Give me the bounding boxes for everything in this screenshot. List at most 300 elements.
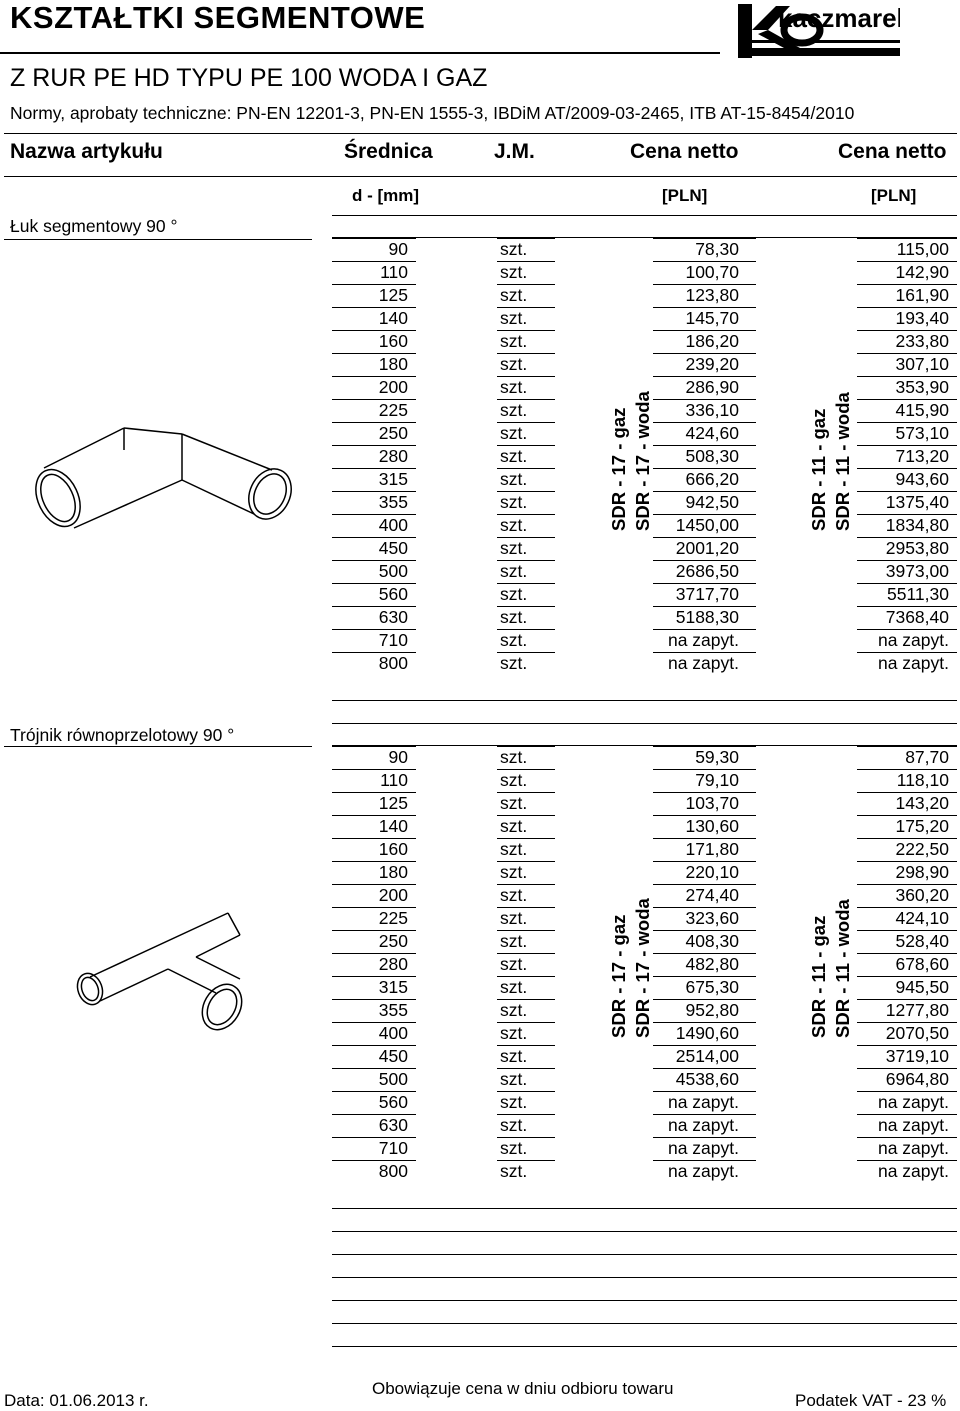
- price-sdr11-cell: 945,50: [895, 977, 949, 997]
- diameter-cell: 280: [378, 954, 408, 974]
- row-underline: [497, 746, 555, 769]
- unit-cell: szt.: [500, 839, 528, 859]
- header-bottom-rule: [4, 176, 957, 177]
- row-underline: [857, 769, 957, 792]
- unit-cell: szt.: [500, 423, 528, 443]
- price-sdr17-cell: 408,30: [685, 931, 739, 951]
- row-underline: [332, 1160, 416, 1183]
- diameter-cell: 160: [378, 839, 408, 859]
- diameter-cell: 125: [378, 793, 408, 813]
- price-sdr17-cell: 186,20: [685, 331, 739, 351]
- table-row: [0, 953, 960, 976]
- section-label: Trójnik równoprzelotowy 90 °: [10, 725, 235, 745]
- row-underline: [653, 1160, 756, 1183]
- row-underline: [497, 537, 555, 560]
- price-sdr11-cell: 2070,50: [885, 1023, 949, 1043]
- diameter-cell: 160: [378, 331, 408, 351]
- row-underline: [332, 353, 416, 376]
- price-sdr17-cell: na zapyt.: [667, 1092, 739, 1112]
- row-underline: [332, 652, 416, 675]
- table-row: [0, 583, 960, 606]
- unit-cell: szt.: [500, 1046, 528, 1066]
- price-sdr17-cell: 4538,60: [675, 1069, 739, 1089]
- row-underline: [497, 376, 555, 399]
- row-underline: [332, 422, 416, 445]
- price-sdr11-cell: na zapyt.: [877, 1115, 949, 1135]
- price-sdr17-cell: 100,70: [685, 262, 739, 282]
- row-underline: [332, 284, 416, 307]
- row-underline: [857, 330, 957, 353]
- price-sdr11-cell: na zapyt.: [877, 1092, 949, 1112]
- table-row: [0, 1114, 960, 1137]
- row-underline: [332, 792, 416, 815]
- table-row: [0, 652, 960, 675]
- price-sdr17-cell: 952,80: [685, 1000, 739, 1020]
- price-sdr17-cell: 666,20: [685, 469, 739, 489]
- row-underline: [653, 422, 756, 445]
- diameter-cell: 560: [378, 584, 408, 604]
- unit-cell: szt.: [500, 308, 528, 328]
- price-sdr17-cell: 239,20: [685, 354, 739, 374]
- diameter-cell: 630: [378, 1115, 408, 1135]
- diameter-cell: 140: [378, 816, 408, 836]
- unit-cell: szt.: [500, 1092, 528, 1112]
- price-sdr11-cell: 6964,80: [885, 1069, 949, 1089]
- price-sdr17-cell: 1490,60: [675, 1023, 739, 1043]
- diameter-cell: 710: [378, 1138, 408, 1158]
- price-sdr17-cell: 5188,30: [675, 607, 739, 627]
- row-underline: [497, 1114, 555, 1137]
- table-row: [0, 629, 960, 652]
- table-row: [0, 376, 960, 399]
- price-sdr11-cell: na zapyt.: [877, 653, 949, 673]
- table-row: [0, 468, 960, 491]
- row-underline: [857, 353, 957, 376]
- price-sdr17-cell: 2686,50: [675, 561, 739, 581]
- price-sdr11-cell: 115,00: [896, 239, 949, 259]
- table-row: [0, 976, 960, 999]
- row-underline: [497, 907, 555, 930]
- row-underline: [497, 884, 555, 907]
- row-underline: [857, 1114, 957, 1137]
- row-underline: [653, 861, 756, 884]
- unit-cell: szt.: [500, 770, 528, 790]
- unit-cell: szt.: [500, 1023, 528, 1043]
- price-sdr11-cell: na zapyt.: [877, 1138, 949, 1158]
- row-underline: [332, 953, 416, 976]
- diameter-cell: 800: [378, 653, 408, 673]
- diameter-cell: 110: [380, 262, 408, 282]
- price-sdr17-cell: 123,80: [685, 285, 739, 305]
- row-underline: [497, 792, 555, 815]
- diameter-cell: 200: [378, 377, 408, 397]
- diameter-cell: 500: [378, 1069, 408, 1089]
- row-underline: [857, 399, 957, 422]
- row-underline: [332, 746, 416, 769]
- diameter-cell: 90: [388, 239, 408, 259]
- price-sdr11-cell: 143,20: [895, 793, 949, 813]
- price-sdr17-cell: 3717,70: [675, 584, 739, 604]
- row-underline: [653, 238, 756, 261]
- row-underline: [653, 491, 756, 514]
- row-underline: [857, 1045, 957, 1068]
- unit-cell: szt.: [500, 816, 528, 836]
- price-sdr17-cell: 220,10: [685, 862, 739, 882]
- row-underline: [332, 1114, 416, 1137]
- row-underline: [497, 284, 555, 307]
- row-underline: [653, 1045, 756, 1068]
- row-underline: [653, 468, 756, 491]
- price2-unit: [PLN]: [871, 186, 917, 205]
- price-sdr11-cell: 943,60: [895, 469, 949, 489]
- row-underline: [653, 1022, 756, 1045]
- row-underline: [653, 907, 756, 930]
- diameter-cell: 450: [378, 1046, 408, 1066]
- row-underline: [857, 746, 957, 769]
- filler-rule: [332, 1323, 957, 1324]
- row-underline: [653, 769, 756, 792]
- row-underline: [332, 491, 416, 514]
- filler-rule: [332, 1231, 957, 1232]
- unit-cell: szt.: [500, 1115, 528, 1135]
- diameter-cell: 225: [378, 908, 408, 928]
- unit-cell: szt.: [500, 607, 528, 627]
- row-underline: [497, 606, 555, 629]
- row-underline: [653, 953, 756, 976]
- row-underline: [497, 261, 555, 284]
- row-underline: [497, 422, 555, 445]
- row-underline: [332, 884, 416, 907]
- row-underline: [497, 468, 555, 491]
- table-row: [0, 861, 960, 884]
- price-sdr11-cell: 528,40: [895, 931, 949, 951]
- unit-cell: szt.: [500, 446, 528, 466]
- row-underline: [497, 1160, 555, 1183]
- sdr17-water-label: SDR - 17 - woda: [632, 898, 653, 1038]
- row-underline: [332, 999, 416, 1022]
- unit-cell: szt.: [500, 538, 528, 558]
- price-sdr11-cell: 222,50: [895, 839, 949, 859]
- row-underline: [857, 284, 957, 307]
- row-underline: [857, 1022, 957, 1045]
- price-sdr11-cell: 3719,10: [885, 1046, 949, 1066]
- table-row: [0, 884, 960, 907]
- table-row: [0, 1137, 960, 1160]
- row-underline: [653, 330, 756, 353]
- row-underline: [653, 537, 756, 560]
- table-row: [0, 537, 960, 560]
- title-rule: [0, 52, 720, 54]
- unit-cell: szt.: [500, 354, 528, 374]
- price-sdr11-cell: 3973,00: [885, 561, 949, 581]
- sdr11-water-label: SDR - 11 - woda: [832, 392, 853, 531]
- header-top-rule: [4, 133, 957, 134]
- diameter-cell: 560: [378, 1092, 408, 1112]
- row-underline: [497, 629, 555, 652]
- price-sdr17-cell: na zapyt.: [667, 1115, 739, 1135]
- section-label: Łuk segmentowy 90 °: [10, 216, 178, 236]
- row-underline: [653, 1137, 756, 1160]
- row-underline: [653, 399, 756, 422]
- row-underline: [857, 884, 957, 907]
- price-sdr17-cell: 103,70: [685, 793, 739, 813]
- price-sdr17-cell: 323,60: [685, 908, 739, 928]
- table-row: [0, 999, 960, 1022]
- table-row: [0, 491, 960, 514]
- row-underline: [653, 746, 756, 769]
- price-sdr11-cell: 360,20: [895, 885, 949, 905]
- unit-cell: szt.: [500, 931, 528, 951]
- row-underline: [332, 976, 416, 999]
- price-sdr17-cell: 171,80: [685, 839, 739, 859]
- logo-text: kaczmarek: [778, 3, 900, 33]
- price-sdr17-cell: 336,10: [685, 400, 739, 420]
- row-underline: [497, 861, 555, 884]
- diameter-cell: 225: [378, 400, 408, 420]
- row-underline: [497, 583, 555, 606]
- filler-rule: [332, 1346, 957, 1347]
- row-underline: [653, 307, 756, 330]
- price-sdr17-cell: 2514,00: [675, 1046, 739, 1066]
- price-sdr11-cell: 5511,30: [887, 584, 949, 604]
- sdr17-gas-label: SDR - 17 - gaz: [608, 914, 629, 1038]
- row-underline: [332, 861, 416, 884]
- price-sdr17-cell: na zapyt.: [667, 630, 739, 650]
- table-row: [0, 1022, 960, 1045]
- section-top-rule: [332, 215, 957, 216]
- unit-cell: szt.: [500, 561, 528, 581]
- filler-rule: [332, 1254, 957, 1255]
- row-underline: [857, 376, 957, 399]
- row-underline: [332, 238, 416, 261]
- diameter-cell: 400: [378, 1023, 408, 1043]
- row-underline: [497, 353, 555, 376]
- diameter-cell: 200: [378, 885, 408, 905]
- row-underline: [857, 930, 957, 953]
- row-underline: [653, 884, 756, 907]
- row-underline: [497, 330, 555, 353]
- row-underline: [857, 976, 957, 999]
- row-underline: [497, 307, 555, 330]
- price-sdr17-cell: 78,30: [695, 239, 739, 259]
- row-underline: [857, 1160, 957, 1183]
- row-underline: [497, 1091, 555, 1114]
- row-underline: [497, 1137, 555, 1160]
- row-underline: [332, 769, 416, 792]
- sdr17-water-label: SDR - 17 - woda: [632, 391, 653, 531]
- row-underline: [497, 769, 555, 792]
- price-sdr17-cell: 424,60: [685, 423, 739, 443]
- diameter-cell: 140: [378, 308, 408, 328]
- row-underline: [497, 1045, 555, 1068]
- footer-vat: Podatek VAT - 23 %: [795, 1391, 947, 1410]
- row-underline: [857, 422, 957, 445]
- unit-cell: szt.: [500, 1069, 528, 1089]
- unit-cell: szt.: [500, 630, 528, 650]
- row-underline: [332, 307, 416, 330]
- row-underline: [857, 261, 957, 284]
- row-underline: [653, 514, 756, 537]
- row-underline: [653, 930, 756, 953]
- filler-rule: [332, 1300, 957, 1301]
- table-row: [0, 907, 960, 930]
- row-underline: [497, 1022, 555, 1045]
- table-row: [0, 353, 960, 376]
- row-underline: [332, 606, 416, 629]
- diameter-cell: 800: [378, 1161, 408, 1181]
- row-underline: [857, 861, 957, 884]
- row-underline: [653, 1114, 756, 1137]
- row-underline: [857, 629, 957, 652]
- table-row: [0, 399, 960, 422]
- diameter-cell: 125: [378, 285, 408, 305]
- unit-cell: szt.: [500, 908, 528, 928]
- unit-cell: szt.: [500, 1000, 528, 1020]
- row-underline: [857, 953, 957, 976]
- unit-cell: szt.: [500, 400, 528, 420]
- row-underline: [497, 399, 555, 422]
- price-sdr17-cell: 942,50: [685, 492, 739, 512]
- row-underline: [497, 491, 555, 514]
- sdr11-gas-label: SDR - 11 - gaz: [808, 915, 829, 1038]
- col-unit-header: J.M.: [494, 140, 535, 163]
- diameter-cell: 180: [378, 862, 408, 882]
- unit-cell: szt.: [500, 377, 528, 397]
- row-underline: [653, 1068, 756, 1091]
- filler-rule: [332, 1277, 957, 1278]
- row-underline: [497, 238, 555, 261]
- row-underline: [653, 999, 756, 1022]
- diameter-cell: 500: [378, 561, 408, 581]
- col-diameter-header: Średnica: [344, 140, 433, 163]
- unit-cell: szt.: [500, 862, 528, 882]
- unit-cell: szt.: [500, 584, 528, 604]
- filler-rule: [332, 1208, 957, 1209]
- row-underline: [653, 376, 756, 399]
- table-row: [0, 746, 960, 769]
- col-price2-header: Cena netto: [838, 140, 947, 163]
- diameter-cell: 250: [378, 423, 408, 443]
- diameter-cell: 450: [378, 538, 408, 558]
- table-row: [0, 838, 960, 861]
- unit-cell: szt.: [500, 1138, 528, 1158]
- diameter-cell: 315: [378, 469, 408, 489]
- row-underline: [857, 907, 957, 930]
- row-underline: [653, 261, 756, 284]
- price-sdr17-cell: na zapyt.: [667, 653, 739, 673]
- diameter-cell: 250: [378, 931, 408, 951]
- row-underline: [332, 399, 416, 422]
- unit-cell: szt.: [500, 793, 528, 813]
- row-underline: [497, 1068, 555, 1091]
- price-sdr11-cell: 415,90: [895, 400, 949, 420]
- row-underline: [653, 838, 756, 861]
- row-underline: [332, 445, 416, 468]
- row-underline: [332, 629, 416, 652]
- diameter-cell: 315: [378, 977, 408, 997]
- price-sdr11-cell: 87,70: [905, 747, 949, 767]
- table-row: [0, 606, 960, 629]
- table-row: [0, 1091, 960, 1114]
- table-row: [0, 445, 960, 468]
- row-underline: [857, 514, 957, 537]
- price-sdr11-cell: 2953,80: [885, 538, 949, 558]
- row-underline: [332, 468, 416, 491]
- table-row: [0, 560, 960, 583]
- row-underline: [332, 376, 416, 399]
- price-sdr11-cell: 298,90: [895, 862, 949, 882]
- sdr11-water-label: SDR - 11 - woda: [832, 899, 853, 1038]
- price-sdr17-cell: 286,90: [685, 377, 739, 397]
- row-underline: [653, 560, 756, 583]
- price1-unit: [PLN]: [662, 186, 708, 205]
- price-sdr17-cell: na zapyt.: [667, 1138, 739, 1158]
- price-sdr17-cell: 675,30: [685, 977, 739, 997]
- row-underline: [653, 976, 756, 999]
- unit-cell: szt.: [500, 492, 528, 512]
- sdr11-gas-label: SDR - 11 - gaz: [808, 408, 829, 531]
- price-sdr11-cell: 142,90: [895, 262, 949, 282]
- diameter-cell: 280: [378, 446, 408, 466]
- price-sdr17-cell: 1450,00: [675, 515, 739, 535]
- company-logo: [738, 0, 900, 58]
- row-underline: [332, 815, 416, 838]
- row-underline: [857, 999, 957, 1022]
- row-underline: [857, 537, 957, 560]
- row-underline: [332, 1091, 416, 1114]
- row-underline: [497, 930, 555, 953]
- table-row: [0, 1160, 960, 1183]
- page-subtitle: Z RUR PE HD TYPU PE 100 WODA I GAZ: [10, 64, 488, 92]
- norms-text: Normy, aprobaty techniczne: PN-EN 12201-3, PN-EN 1555-3, IBDiM AT/2009-03-2465, ITB AT-15-8454/2010: [10, 103, 855, 123]
- table-row: [0, 261, 960, 284]
- diameter-cell: 630: [378, 607, 408, 627]
- row-underline: [653, 606, 756, 629]
- table-row: [0, 307, 960, 330]
- footer-note: Obowiązuje cena w dniu odbioru towaru: [372, 1379, 674, 1398]
- row-underline: [497, 999, 555, 1022]
- unit-cell: szt.: [500, 285, 528, 305]
- row-underline: [332, 1068, 416, 1091]
- row-underline: [653, 445, 756, 468]
- row-underline: [857, 445, 957, 468]
- diameter-cell: 355: [378, 1000, 408, 1020]
- table-row: [0, 792, 960, 815]
- row-underline: [857, 606, 957, 629]
- row-underline: [653, 629, 756, 652]
- row-underline: [497, 976, 555, 999]
- row-underline: [857, 1137, 957, 1160]
- section-top-rule: [332, 723, 957, 724]
- diameter-cell: 400: [378, 515, 408, 535]
- row-underline: [857, 560, 957, 583]
- unit-cell: szt.: [500, 239, 528, 259]
- row-underline: [857, 238, 957, 261]
- price-sdr17-cell: 130,60: [685, 816, 739, 836]
- row-underline: [857, 652, 957, 675]
- diameter-cell: 90: [388, 747, 408, 767]
- row-underline: [857, 815, 957, 838]
- table-row: [0, 930, 960, 953]
- price-sdr17-cell: 274,40: [685, 885, 739, 905]
- row-underline: [857, 838, 957, 861]
- price-sdr11-cell: 573,10: [895, 423, 949, 443]
- price-sdr17-cell: 79,10: [695, 770, 739, 790]
- table-row: [0, 815, 960, 838]
- price-sdr17-cell: 2001,20: [675, 538, 739, 558]
- page-title: KSZTAŁTKI SEGMENTOWE: [10, 0, 426, 35]
- row-underline: [653, 652, 756, 675]
